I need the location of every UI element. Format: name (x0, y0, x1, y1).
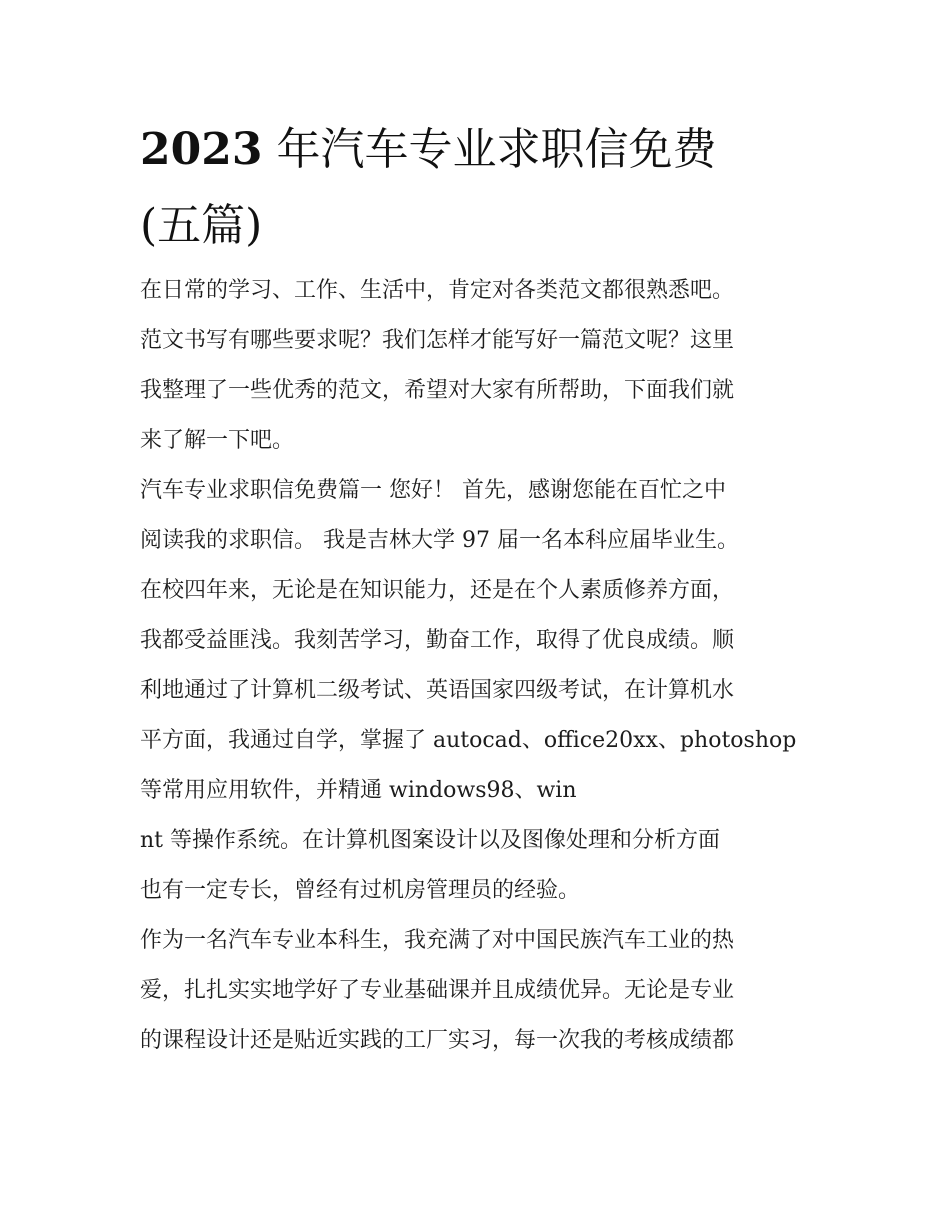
text-line: 平方面，我通过自学，掌握了 autocad、office20xx、photoshop (140, 728, 797, 753)
title-text: 年汽车专业求职信免费 (276, 124, 717, 175)
document-page (140, 112, 820, 1066)
text-line: 我都受益匪浅。我刻苦学习，勤奋工作，取得了优良成绩。顺 (140, 628, 735, 653)
paragraph-major (140, 916, 820, 1066)
text-line: 来了解一下吧。 (140, 428, 295, 453)
title-line-1 (140, 112, 820, 188)
text-line: 在日常的学习、工作、生活中，肯定对各类范文都很熟悉吧。 (140, 278, 735, 303)
text-line: 我整理了一些优秀的范文，希望对大家有所帮助，下面我们就 (140, 378, 735, 403)
text-line: 利地通过了计算机二级考试、英语国家四级考试，在计算机水 (140, 678, 735, 703)
text-line: 等常用应用软件，并精通 windows98、win (140, 778, 577, 803)
text-line: 爱，扎扎实实地学好了专业基础课并且成绩优异。无论是专业 (140, 978, 735, 1003)
text-line: 作为一名汽车专业本科生，我充满了对中国民族汽车工业的热 (140, 928, 735, 953)
text-line: 在校四年来，无论是在知识能力，还是在个人素质修养方面， (140, 578, 735, 603)
paragraph-letter-one (140, 466, 820, 916)
text-line: 汽车专业求职信免费篇一 您好！ 首先，感谢您能在百忙之中 (140, 478, 726, 503)
title-year: 2023 (140, 124, 263, 175)
text-line: 的课程设计还是贴近实践的工厂实习，每一次我的考核成绩都 (140, 1028, 735, 1053)
paragraph-intro (140, 266, 820, 466)
text-line: 范文书写有哪些要求呢？我们怎样才能写好一篇范文呢？这里 (140, 328, 735, 353)
text-line: 也有一定专长，曾经有过机房管理员的经验。 (140, 878, 581, 903)
text-line: 阅读我的求职信。 我是吉林大学 97 届一名本科应届毕业生。 (140, 528, 739, 553)
title-line-2: (五篇) (140, 200, 263, 251)
document-title (140, 112, 820, 264)
text-line: nt 等操作系统。在计算机图案设计以及图像处理和分析方面 (140, 828, 721, 853)
